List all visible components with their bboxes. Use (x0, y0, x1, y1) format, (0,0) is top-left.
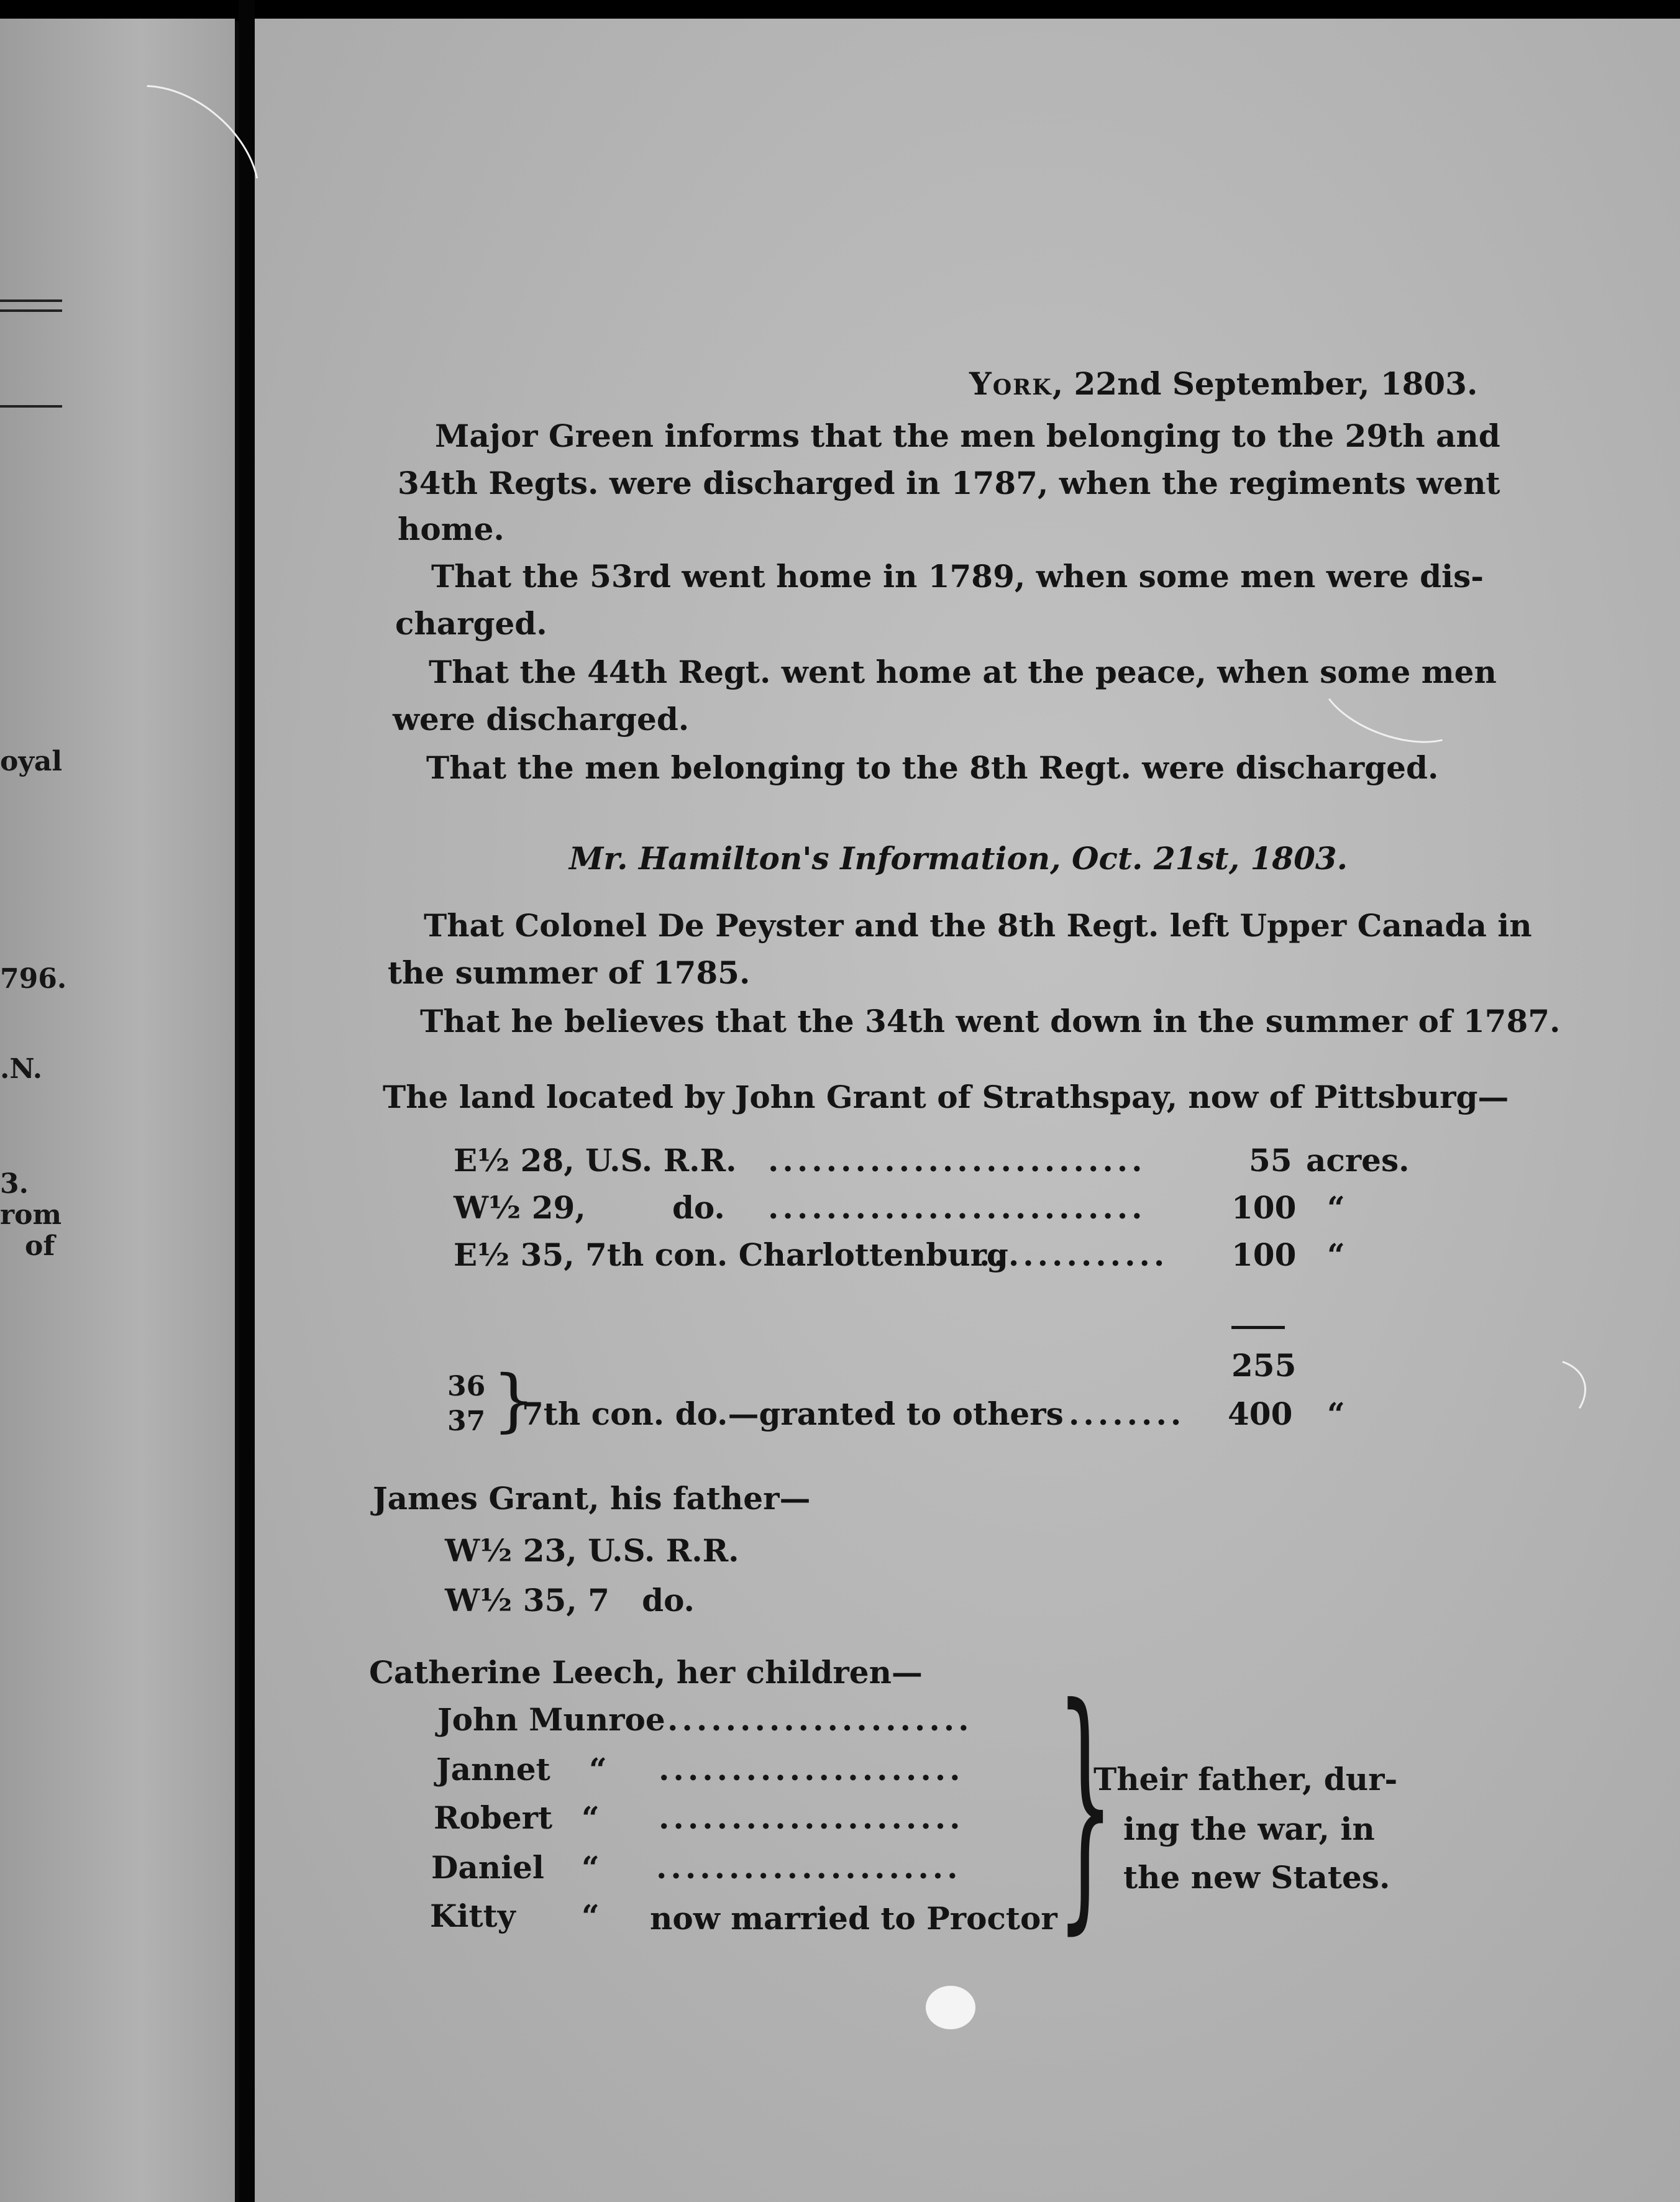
green-line: charged. (395, 605, 547, 642)
leader-dots: ............. (979, 1236, 1169, 1273)
green-line: Major Green informs that the men belonging to the 29th and (435, 418, 1500, 454)
lot-unit: “ (1327, 1189, 1345, 1226)
john-grant-heading: The land located by John Grant of Strathspay, now of Pittsburg— (383, 1079, 1509, 1115)
child-name: Robert (434, 1799, 553, 1836)
lot-entry: E½ 35, 7th con. Charlottenburg (454, 1236, 1008, 1273)
green-line: That the 53rd went home in 1789, when some men were dis- (431, 558, 1484, 595)
ditto-mark: “ (582, 1849, 600, 1886)
leader-dots: .......................... (768, 1142, 1146, 1179)
green-line: 34th Regts. were discharged in 1787, when the regiments went (398, 465, 1500, 501)
lot-entry: W½ 23, U.S. R.R. (445, 1532, 739, 1569)
others-desc: 7th con. do.—granted to others (522, 1396, 1064, 1432)
lot-entry: E½ 28, U.S. R.R. (454, 1142, 737, 1179)
lot-entry: W½ 35, 7 do. (445, 1582, 695, 1619)
left-fragment: .N. (0, 1053, 43, 1085)
left-fragment: rom (0, 1199, 62, 1231)
left-fragment: oyal (0, 746, 63, 777)
left-fragment: of (25, 1230, 55, 1262)
lot-unit: acres. (1306, 1142, 1410, 1179)
lot-amount: 100 (1231, 1236, 1297, 1273)
side-note-line: the new States. (1123, 1859, 1390, 1896)
child-name: Jannet (436, 1751, 550, 1788)
left-fragment: 796. (0, 963, 67, 995)
child-note: now married to Proctor (650, 1900, 1057, 1937)
lot-amount: 100 (1231, 1189, 1297, 1226)
dateline-place: York (969, 365, 1052, 402)
leader-dots: ..................... (667, 1701, 973, 1738)
james-grant-heading: James Grant, his father— (373, 1480, 811, 1517)
lot-number-top: 36 (447, 1371, 486, 1402)
hamilton-line: the summer of 1785. (388, 954, 751, 991)
others-amount: 400 (1228, 1396, 1293, 1432)
dateline-date: , 22nd September, 1803. (1052, 365, 1478, 402)
ditto-mark: “ (589, 1751, 607, 1788)
grouping-brace: } (492, 1360, 536, 1440)
leader-dots: ..................... (656, 1849, 962, 1886)
left-facing-page (0, 19, 235, 2202)
hamilton-line: That Colonel De Peyster and the 8th Regt. left Upper Canada in (424, 907, 1532, 944)
green-line: were discharged. (393, 701, 690, 738)
child-name: Kitty (430, 1898, 516, 1934)
side-note-line: ing the war, in (1123, 1811, 1375, 1847)
ditto-mark: “ (582, 1898, 600, 1934)
lot-total: 255 (1231, 1347, 1297, 1384)
others-unit: “ (1327, 1396, 1345, 1432)
leader-dots: ..................... (659, 1799, 964, 1836)
lot-amount: 55 (1249, 1142, 1292, 1179)
green-line: That the 44th Regt. went home at the peace, when some men (429, 654, 1497, 690)
ditto-mark: “ (582, 1799, 600, 1836)
double-rule-bottom (0, 309, 62, 312)
gutter-line (239, 0, 255, 2202)
children-brace: } (1056, 1653, 1115, 1957)
scan-blot (926, 1986, 975, 2029)
dateline (969, 365, 1477, 402)
green-line: home. (398, 511, 504, 547)
child-name: Daniel (431, 1849, 544, 1886)
child-name: John Munroe (437, 1701, 665, 1738)
double-rule-top (0, 299, 62, 302)
short-rule (0, 405, 62, 408)
lot-entry: W½ 29, do. (454, 1189, 725, 1226)
sum-rule (1231, 1326, 1285, 1329)
side-note-line: Their father, dur- (1093, 1761, 1398, 1798)
hamilton-line: That he believes that the 34th went down in the summer of 1787. (420, 1003, 1561, 1039)
green-line: That the men belonging to the 8th Regt. were discharged. (426, 749, 1439, 786)
leader-dots: ........ (1069, 1396, 1185, 1432)
lot-unit: “ (1327, 1236, 1345, 1273)
hamilton-heading: Mr. Hamilton's Information, Oct. 21st, 1803. (569, 840, 1348, 877)
leader-dots: .......................... (768, 1189, 1146, 1226)
left-fragment: 3. (0, 1168, 29, 1200)
leech-heading: Catherine Leech, her children— (369, 1654, 923, 1691)
leader-dots: ..................... (659, 1751, 964, 1788)
lot-number-bottom: 37 (447, 1405, 486, 1437)
